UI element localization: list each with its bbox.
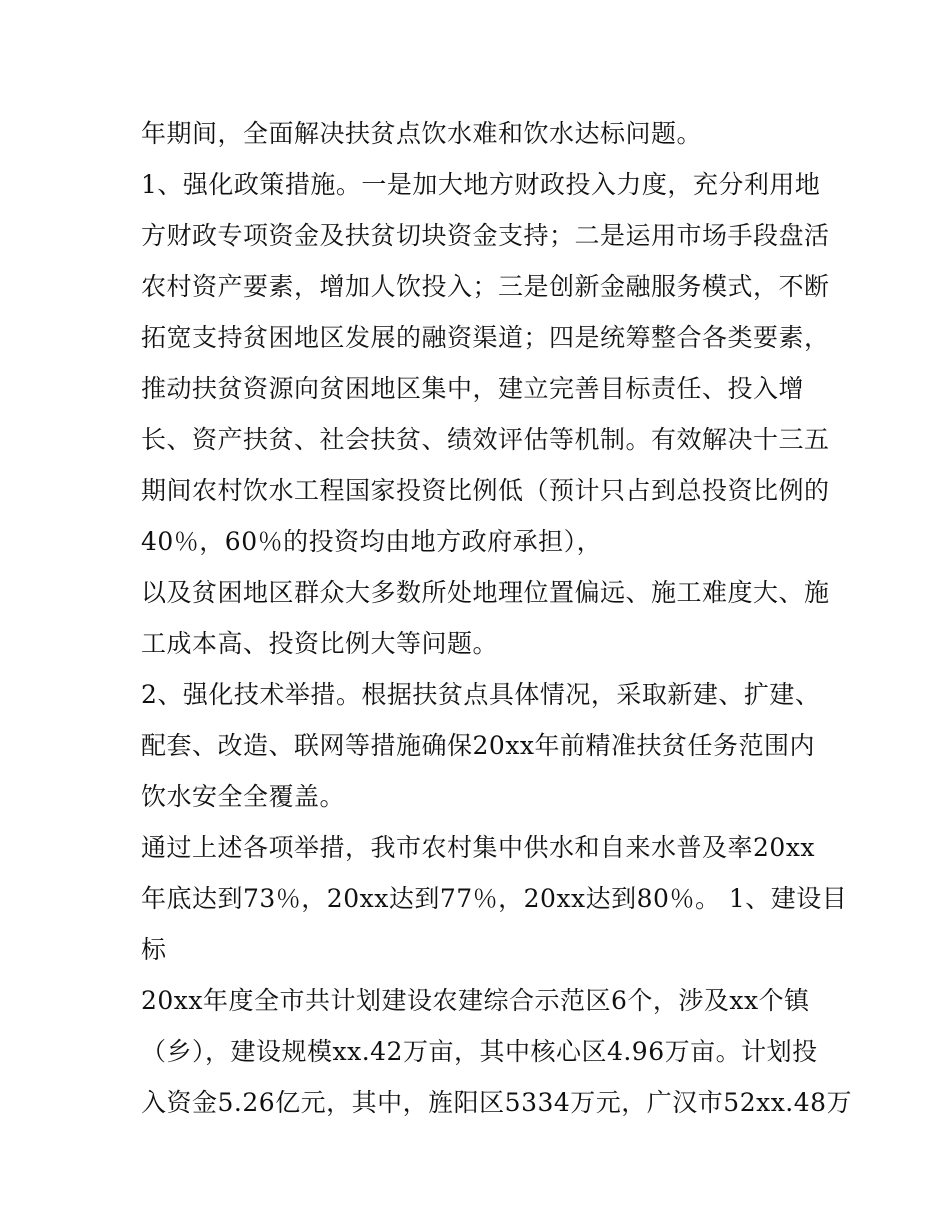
text-line: 通过上述各项举措，我市农村集中供水和自来水普及率20xx bbox=[141, 833, 816, 862]
text-line: 期间农村饮水工程国家投资比例低（预计只占到总投资比例的 bbox=[141, 476, 830, 505]
text-line: 配套、改造、联网等措施确保20xx年前精准扶贫任务范围内 bbox=[141, 731, 816, 760]
text-line: 标 bbox=[141, 935, 167, 964]
text-line: 饮水安全全覆盖。 bbox=[141, 782, 346, 811]
text-line: 年底达到73％，20xx达到77％，20xx达到80％。 1、建设目 bbox=[141, 884, 848, 913]
text-line: 工成本高、投资比例大等问题。 bbox=[141, 629, 499, 658]
text-line: 40％，60％的投资均由地方政府承担）， bbox=[141, 527, 603, 556]
text-line: 20xx年度全市共计划建设农建综合示范区6个，涉及xx个镇 bbox=[141, 986, 810, 1015]
text-line: 1、强化政策措施。一是加大地方财政投入力度，充分利用地 bbox=[141, 170, 821, 199]
text-line: 推动扶贫资源向贫困地区集中，建立完善目标责任、投入增 bbox=[141, 374, 805, 403]
text-line: （乡），建设规模xx.42万亩，其中核心区4.96万亩。计划投 bbox=[141, 1037, 818, 1066]
text-line: 2、强化技术举措。根据扶贫点具体情况，采取新建、扩建、 bbox=[141, 680, 821, 709]
text-line: 年期间，全面解决扶贫点饮水难和饮水达标问题。 bbox=[141, 119, 703, 148]
text-line: 方财政专项资金及扶贫切块资金支持；二是运用市场手段盘活 bbox=[141, 221, 830, 250]
document-body bbox=[141, 108, 853, 1128]
text-line: 以及贫困地区群众大多数所处地理位置偏远、施工难度大、施 bbox=[141, 578, 830, 607]
text-line: 入资金5.26亿元，其中，旌阳区5334万元，广汉市52xx.48万 bbox=[141, 1088, 853, 1117]
text-line: 长、资产扶贫、社会扶贫、绩效评估等机制。有效解决十三五 bbox=[141, 425, 830, 454]
text-line: 农村资产要素，增加人饮投入；三是创新金融服务模式，不断 bbox=[141, 272, 830, 301]
text-line: 拓宽支持贫困地区发展的融资渠道；四是统筹整合各类要素， bbox=[141, 323, 830, 352]
